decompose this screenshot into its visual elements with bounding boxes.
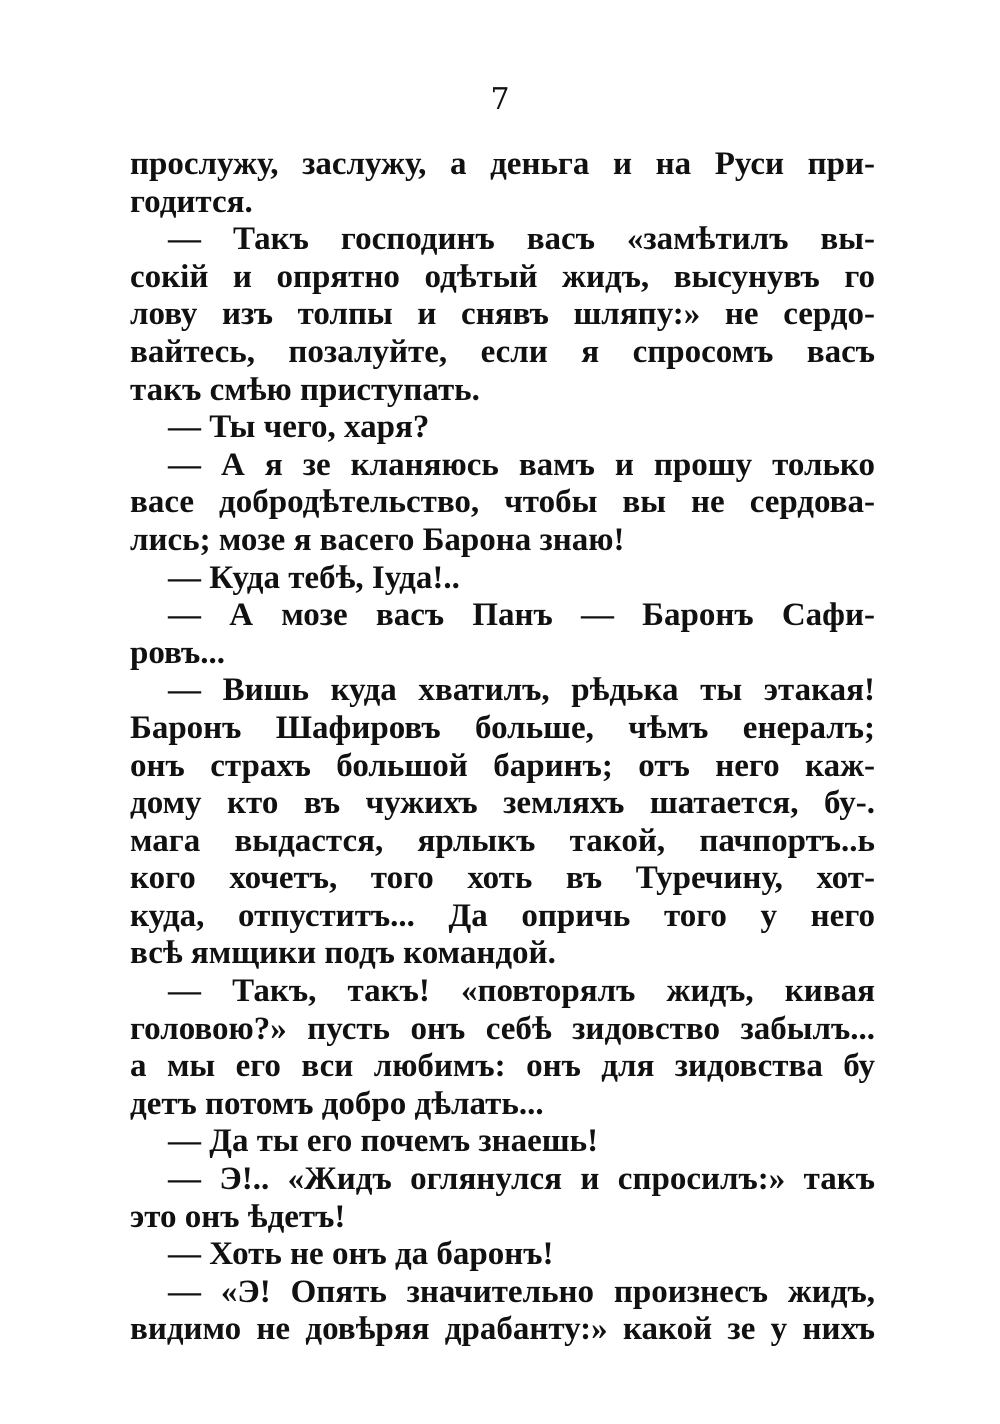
text-line: куда, отпуститъ... Да опричь того у него [130, 897, 875, 934]
text-line: — «Э! Опять значительно произнесъ жидъ, [168, 1273, 875, 1310]
text-line: детъ потомъ добро дѣлать... [130, 1085, 544, 1122]
page-number: 7 [490, 82, 510, 117]
text-line: — А мозе васъ Панъ — Баронъ Сафи- [168, 597, 875, 634]
text-line: Баронъ Шафировъ больше, чѣмъ енералъ; [130, 709, 875, 746]
text-line: прослужу, заслужу, а деньга и на Руси при- [130, 146, 875, 182]
text-line: всѣ ямщики подъ командой. [130, 935, 556, 972]
text-line: онъ страхъ большой баринъ; отъ него каж- [130, 747, 875, 784]
text-line: лись; мозе я васего Барона знаю! [130, 521, 625, 558]
text-line: такъ смѣю приступать. [130, 371, 480, 408]
text-line: — Э!.. «Жидъ оглянулся и спросилъ:» такъ [168, 1161, 875, 1198]
text-line: васе добродѣтельство, чтобы вы не сердова- [130, 484, 875, 521]
text-line: мага выдастся, ярлыкъ такой, пачпортъ..ь [130, 822, 875, 859]
text-line: видимо не довѣряя драбанту:» какой зе у нихъ [130, 1311, 875, 1348]
text-line: а мы его вси любимъ: онъ для зидовства бу [130, 1048, 875, 1085]
text-line: ровъ... [130, 634, 226, 671]
text-line: головою?» пусть онъ себѣ зидовство забылъ... [130, 1010, 875, 1047]
text-line: годится. [130, 183, 253, 220]
text-line: лову изъ толпы и снявъ шляпу:» не сердо- [130, 296, 875, 333]
text-line: вайтесь, позалуйте, если я спросомъ васъ [130, 333, 875, 370]
text-line: это онъ ѣдетъ! [130, 1198, 346, 1235]
text-line: дому кто въ чужихъ земляхъ шатается, бу-. [130, 785, 875, 822]
text-line: — Да ты его почемъ знаешь! [168, 1123, 599, 1160]
text-line: — Ты чего, харя? [168, 409, 430, 446]
text-line: — Такъ господинъ васъ «замѣтилъ вы- [168, 221, 875, 258]
text-line: — А я зе кланяюсь вамъ и прошу только [168, 446, 875, 483]
text-line: — Хоть не онъ да баронъ! [168, 1236, 554, 1273]
text-block [130, 146, 875, 1349]
text-line: — Вишь куда хватилъ, рѣдька ты этакая! [168, 672, 875, 709]
text-line: — Такъ, такъ! «повторялъ жидъ, кивая [168, 973, 875, 1010]
text-line: сокій и опрятно одѣтый жидъ, высунувъ го [130, 258, 875, 295]
text-line: — Куда тебѣ, Іуда!.. [168, 559, 460, 596]
text-line: кого хочетъ, того хоть въ Туречину, хот- [130, 860, 875, 897]
